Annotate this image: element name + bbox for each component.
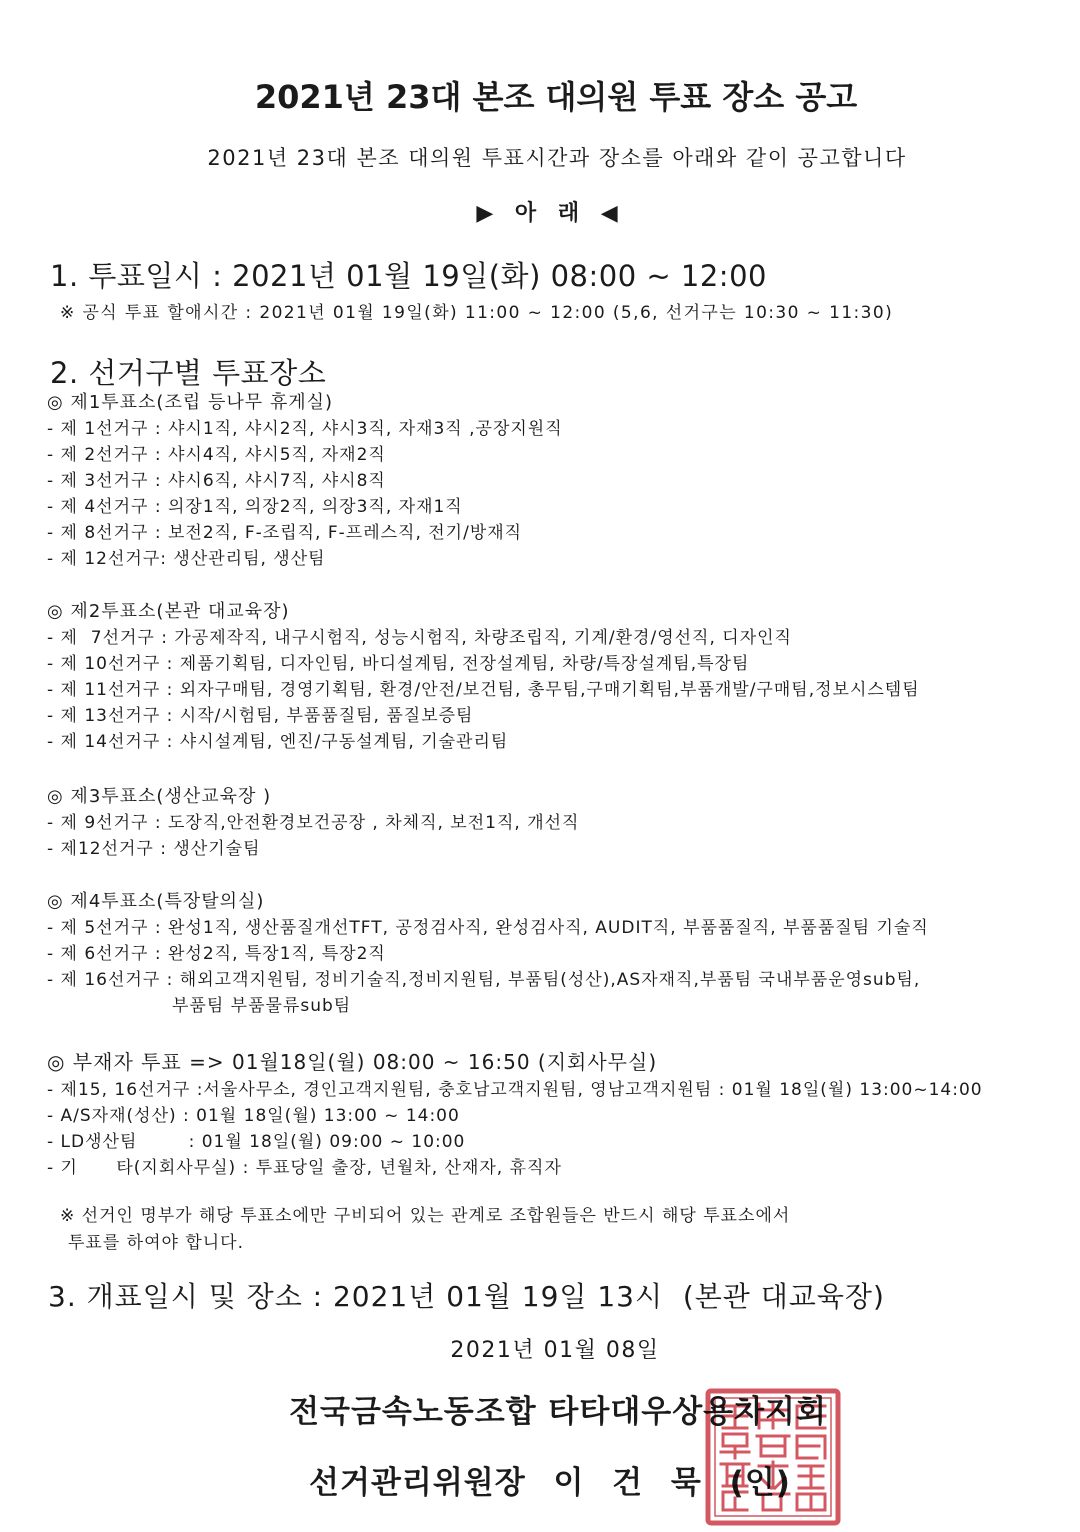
constituency-line: - 제 1선거구 : 샤시1직, 샤시2직, 샤시3직, 자재3직 ,공장지원직 [47,419,563,439]
polling-station-2 [47,599,920,755]
absentee-line: - A/S자재(성산) : 01월 18일(월) 13:00 ~ 14:00 [47,1106,460,1126]
absentee-voting [47,1047,983,1181]
caution-line: 투표를 하여야 합니다. [68,1233,245,1253]
voting-time-heading: 1. 투표일시 : 2021년 01월 19일(화) 08:00 ~ 12:00 [50,259,767,293]
constituency-line: - 제 11선거구 : 외자구매팀, 경영기획팀, 환경/안전/보건팀, 총무팀,구매기획팀,부품개발/구매팀,정보시스템팀 [47,680,920,700]
seal-stamp [705,1388,841,1526]
absentee-line: - 제15, 16선거구 :서울사무소, 경인고객지원팀, 충호남고객지원팀, 영남고객지원팀 : 01월 18일(월) 13:00~14:00 [47,1080,983,1100]
caution-note [60,1203,790,1257]
polling-station-3 [47,784,579,862]
issue-date: 2021년 01월 08일 [450,1338,660,1363]
intro-text: 2021년 23대 본조 대의원 투표시간과 장소를 아래와 같이 공고합니다 [207,146,907,170]
vote-counting-heading: 3. 개표일시 및 장소 : 2021년 01월 19일 13시 (본관 대교육장) [48,1280,885,1313]
absentee-line: - 기 타(지회사무실) : 투표당일 출장, 년월차, 산재자, 휴직자 [47,1158,562,1178]
constituency-line: - 제 5선거구 : 완성1직, 생산품질개선TFT, 공정검사직, 완성검사직, AUDIT직, 부품품질직, 부품품질팀 기술직 [47,918,929,938]
constituency-line: - 제 2선거구 : 샤시4직, 샤시5직, 자재2직 [47,445,386,465]
station-name: ◎ 제2투표소(본관 대교육장) [47,601,290,622]
constituency-line: - 제 3선거구 : 샤시6직, 샤시7직, 샤시8직 [47,471,386,491]
seal-glyph-strokes [721,1404,825,1510]
constituency-line: - 제 7선거구 : 가공제작직, 내구시험직, 성능시험직, 차량조립직, 기계/환경/영선직, 디자인직 [47,628,792,648]
constituency-line: - 제 12선거구: 생산관리팀, 생산팀 [47,549,326,569]
committee-chair: 선거관리위원장 이 건 묵 (인) [309,1465,791,1501]
constituency-line-continuation: 부품팀 부품물류sub팀 [172,996,352,1016]
constituency-line: - 제 10선거구 : 제품기획팀, 디자인팀, 바디설계팀, 전장설계팀, 차량/특장설계팀,특장팀 [47,654,750,674]
constituency-line: - 제 16선거구 : 해외고객지원팀, 정비기술직,정비지원팀, 부품팀(성산),AS자재직,부품팀 국내부품운영sub팀, [47,970,921,990]
constituency-line: - 제 13선거구 : 시작/시험팀, 부품품질팀, 품질보증팀 [47,706,474,726]
polling-station-1 [47,390,563,572]
polling-places-heading: 2. 선거구별 투표장소 [50,356,327,390]
voting-time-note: ※ 공식 투표 할애시간 : 2021년 01월 19일(화) 11:00 ~ 12:00 (5,6, 선거구는 10:30 ~ 11:30) [60,303,894,323]
station-name: ◎ 제1투표소(조립 등나무 휴게실) [47,392,334,413]
constituency-line: - 제12선거구 : 생산기술팀 [47,839,261,859]
caution-line: ※ 선거인 명부가 해당 투표소에만 구비되어 있는 관계로 조합원들은 반드시 해당 투표소에서 [60,1206,791,1226]
organization-name: 전국금속노동조합 타타대우상용차지회 [289,1394,827,1430]
station-name: ◎ 제4투표소(특장탈의실) [47,891,265,912]
absentee-line: - LD생산팀 : 01월 18일(월) 09:00 ~ 10:00 [47,1132,466,1152]
constituency-line: - 제 9선거구 : 도장직,안전환경보건공장 , 차체직, 보전1직, 개선직 [47,813,580,833]
absentee-heading: ◎ 부재자 투표 => 01월18일(월) 08:00 ~ 16:50 (지회사무실) [47,1050,658,1074]
constituency-line: - 제 4선거구 : 의장1직, 의장2직, 의장3직, 자재1직 [47,497,463,517]
below-marker: ▶ 아 래 ◀ [476,201,618,226]
notice-title: 2021년 23대 본조 대의원 투표 장소 공고 [254,78,858,116]
constituency-line: - 제 6선거구 : 완성2직, 특장1직, 특장2직 [47,944,386,964]
polling-station-4 [47,889,929,1019]
station-name: ◎ 제3투표소(생산교육장 ) [47,786,272,807]
constituency-line: - 제 14선거구 : 샤시설계팀, 엔진/구동설계팀, 기술관리팀 [47,732,509,752]
constituency-line: - 제 8선거구 : 보전2직, F-조립직, F-프레스직, 전기/방재직 [47,523,523,543]
